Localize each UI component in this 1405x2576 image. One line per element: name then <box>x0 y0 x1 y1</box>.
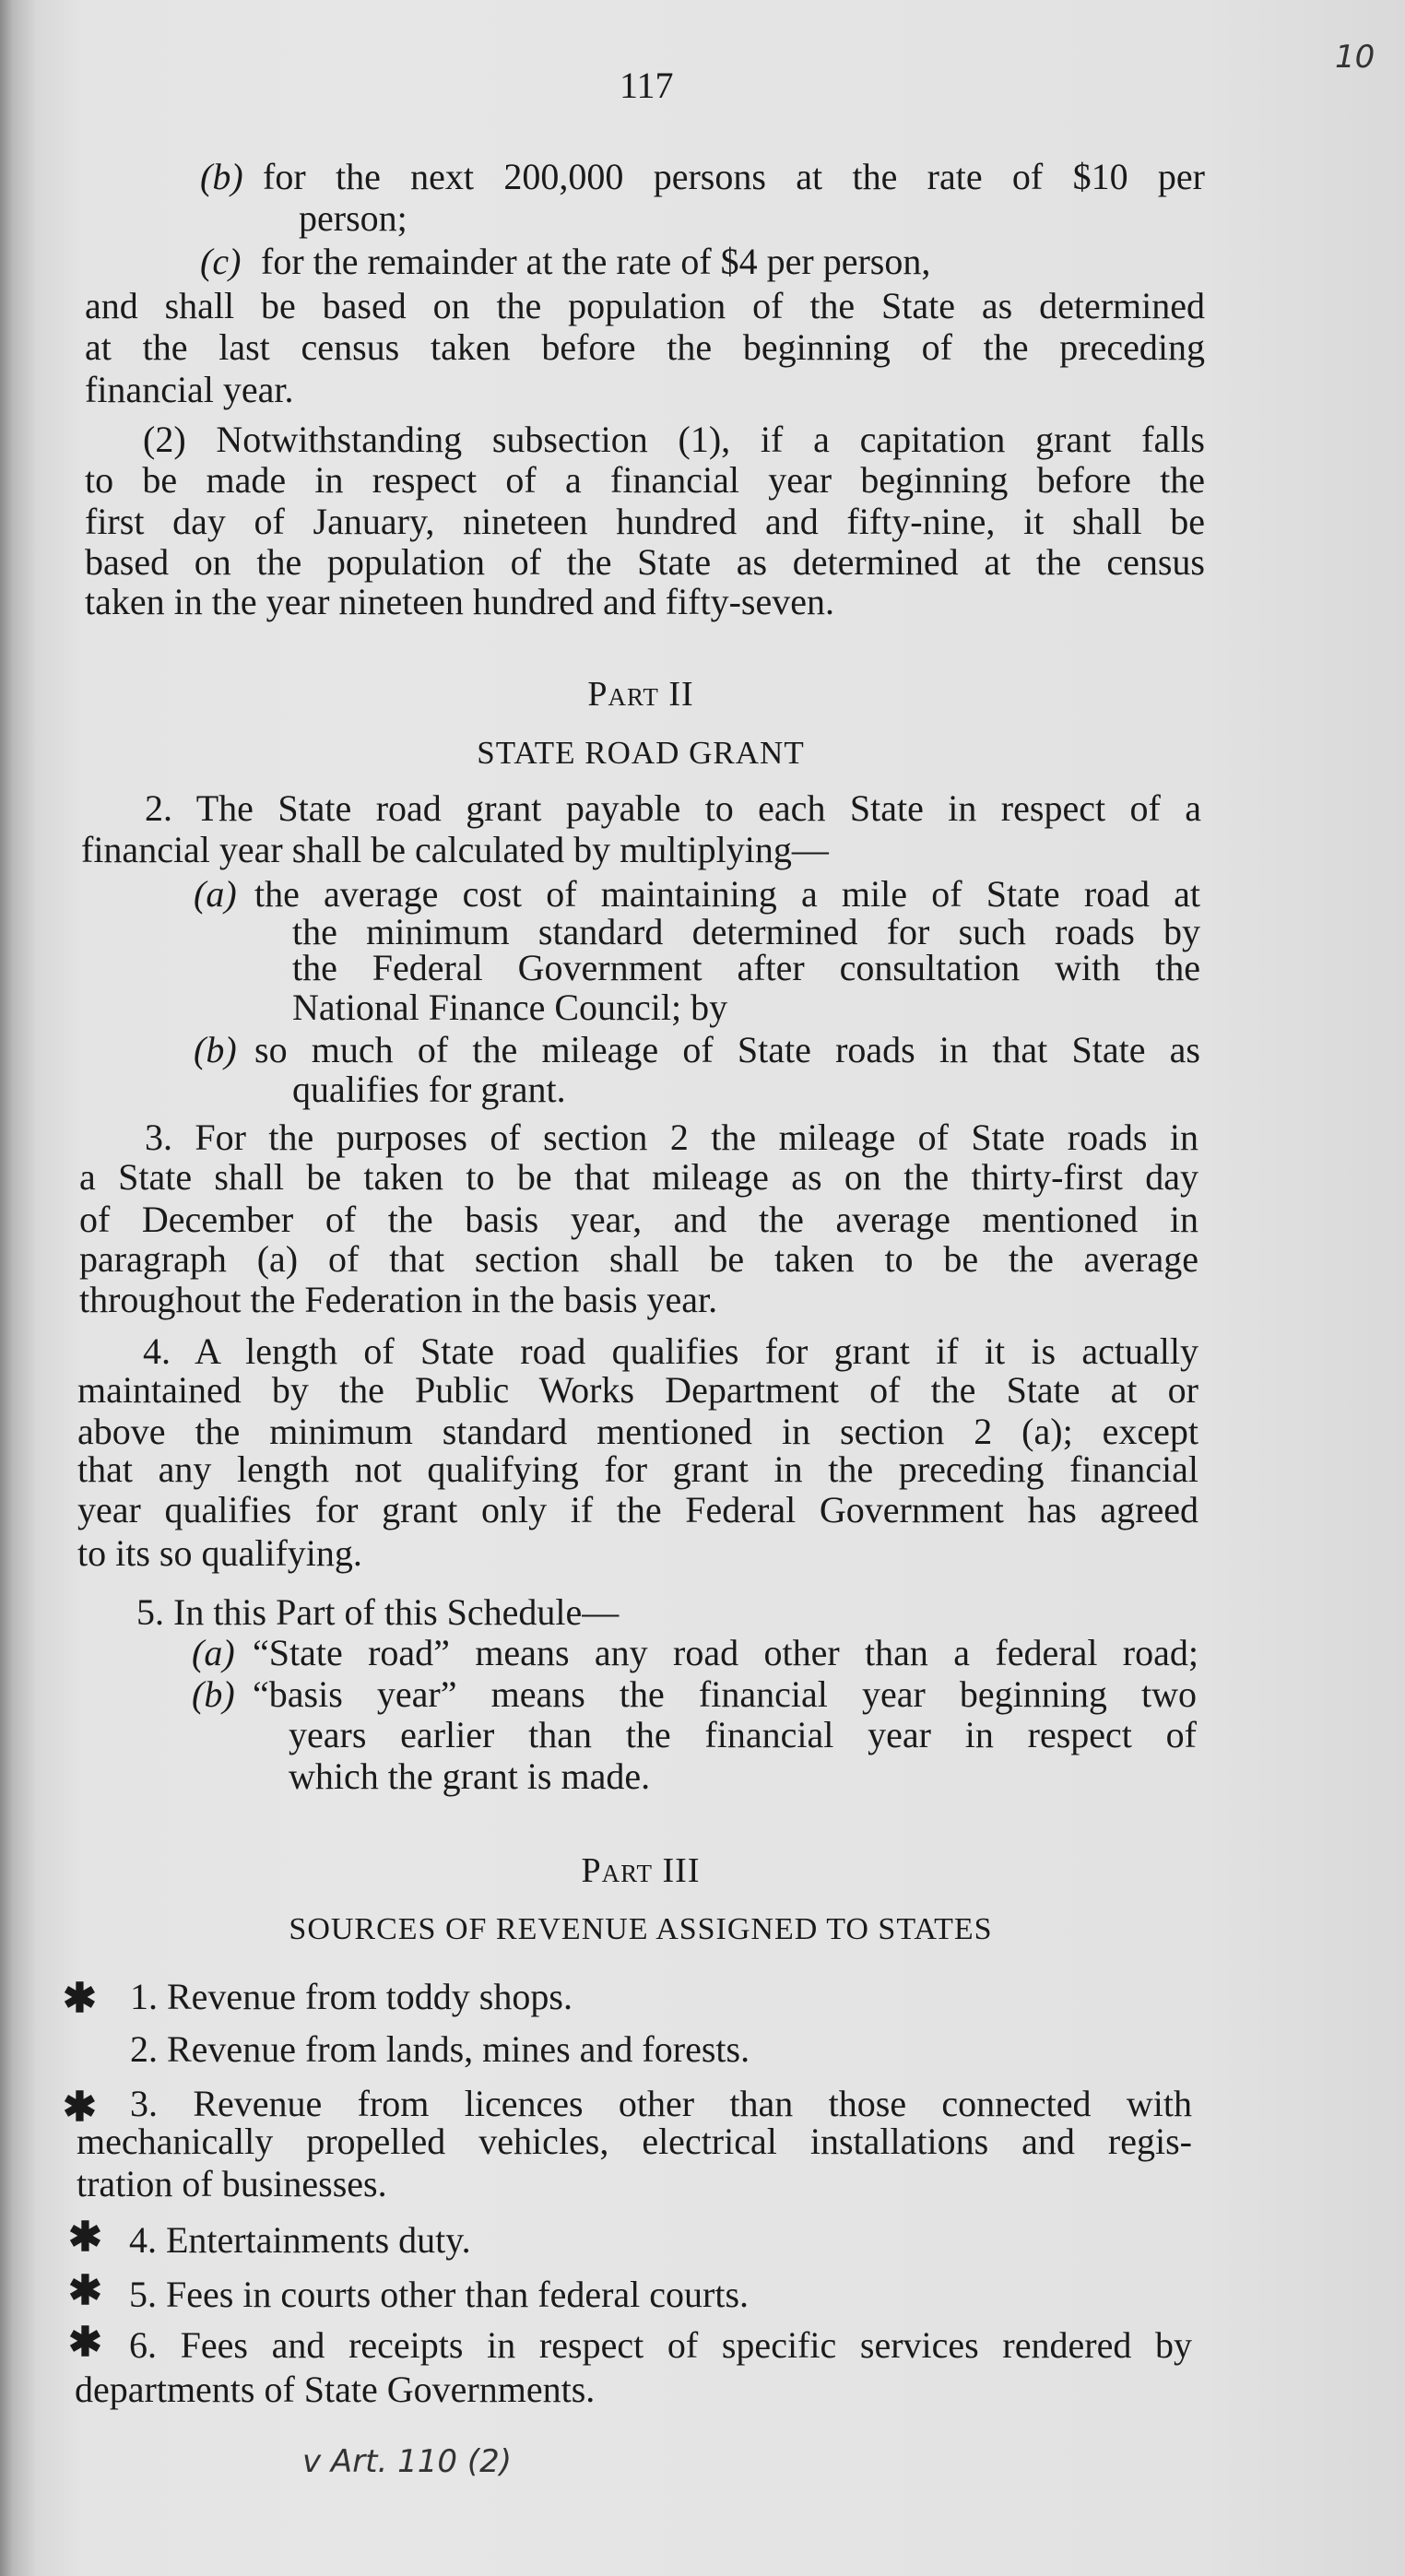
text-line: taken in the year nineteen hundred and fifty-seven. <box>85 581 835 622</box>
handwritten-article-note: v Art. 110 (2) <box>302 2443 512 2480</box>
part-ii-heading: Part II <box>587 675 694 714</box>
para-b-line: for the next 200,000 persons at the rate of $10 per <box>263 156 1205 197</box>
revenue-item: 3. Revenue from licences other than those connected with <box>130 2083 1192 2124</box>
para-b-label: (b) <box>194 1029 237 1070</box>
revenue-item: 1. Revenue from toddy shops. <box>130 1976 573 2017</box>
text-line: the average cost of maintaining a mile of State road at <box>254 873 1200 915</box>
asterisk-mark: ✱ <box>63 2085 97 2130</box>
part-ii-title: STATE ROAD GRANT <box>477 735 805 771</box>
text-line: financial year shall be calculated by multiplying— <box>81 829 829 870</box>
text-line: paragraph (a) of that section shall be taken to be the average <box>79 1238 1198 1280</box>
asterisk-mark: ✱ <box>68 2320 102 2365</box>
para-c-label: (c) <box>200 241 242 282</box>
part-iii-heading: Part III <box>581 1851 701 1890</box>
text-line: 2. The State road grant payable to each State in respect of a <box>145 787 1201 829</box>
handwritten-page-note: 10 <box>1335 39 1375 76</box>
text-line: and shall be based on the population of the State as determined <box>85 285 1205 326</box>
text-line: the Federal Government after consultation with the <box>292 947 1200 988</box>
text-line: 3. For the purposes of section 2 the mileage of State roads in <box>145 1117 1198 1158</box>
text-line: of December of the basis year, and the average mentioned in <box>79 1199 1198 1240</box>
text-line: at the last census taken before the beginning of the preceding <box>85 326 1205 368</box>
para-b-label: (b) <box>200 156 243 197</box>
revenue-item: 5. Fees in courts other than federal courts. <box>129 2274 750 2315</box>
text-line: financial year. <box>85 369 294 410</box>
page-number: 117 <box>620 65 674 106</box>
para-b-line: person; <box>299 197 407 239</box>
text-line: to be made in respect of a financial year beginning before the <box>85 459 1205 501</box>
text-line: 4. A length of State road qualifies for grant if it is actually <box>143 1330 1198 1372</box>
revenue-item: 6. Fees and receipts in respect of specific services rendered by <box>129 2324 1192 2366</box>
revenue-item: 2. Revenue from lands, mines and forests. <box>130 2028 750 2070</box>
para-a-label: (a) <box>194 873 237 915</box>
text-line: above the minimum standard mentioned in section 2 (a); except <box>77 1411 1198 1452</box>
text-line: throughout the Federation in the basis year. <box>79 1279 718 1320</box>
text-line: “State road” means any road other than a federal road; <box>253 1632 1198 1673</box>
text-line: years earlier than the financial year in respect of <box>289 1714 1197 1755</box>
asterisk-mark: ✱ <box>68 2268 102 2313</box>
para-c-line: for the remainder at the rate of $4 per person, <box>261 241 931 282</box>
text-line: the minimum standard determined for such roads by <box>292 911 1200 952</box>
para-a-label: (a) <box>192 1632 235 1673</box>
asterisk-mark: ✱ <box>68 2215 102 2260</box>
text-line: year qualifies for grant only if the Federal Government has agreed <box>77 1489 1198 1530</box>
text-line: so much of the mileage of State roads in that State as <box>254 1029 1200 1070</box>
part-iii-title: SOURCES OF REVENUE ASSIGNED TO STATES <box>289 1912 993 1946</box>
text-line: qualifies for grant. <box>292 1069 566 1110</box>
text-line: which the grant is made. <box>289 1755 651 1797</box>
asterisk-mark: ✱ <box>63 1976 97 2021</box>
revenue-item: 4. Entertainments duty. <box>129 2219 471 2261</box>
revenue-item: departments of State Governments. <box>75 2369 596 2410</box>
text-line: a State shall be taken to be that mileage as on the thirty-first day <box>79 1156 1198 1198</box>
revenue-item: tration of businesses. <box>77 2163 387 2204</box>
text-line: based on the population of the State as determined at the census <box>85 541 1205 583</box>
text-line: “basis year” means the financial year beginning two <box>253 1673 1197 1715</box>
text-line: (2) Notwithstanding subsection (1), if a capitation grant falls <box>143 419 1205 460</box>
para-b-label: (b) <box>192 1673 235 1715</box>
text-line: 5. In this Part of this Schedule— <box>136 1591 620 1633</box>
text-line: that any length not qualifying for grant in the preceding financial <box>77 1448 1198 1490</box>
text-line: maintained by the Public Works Department of the State at or <box>77 1369 1198 1411</box>
text-line: National Finance Council; by <box>292 987 728 1028</box>
text-line: to its so qualifying. <box>77 1532 362 1574</box>
revenue-item: mechanically propelled vehicles, electrical installations and regis- <box>77 2121 1192 2162</box>
text-line: first day of January, nineteen hundred and fifty-nine, it shall be <box>85 501 1205 542</box>
